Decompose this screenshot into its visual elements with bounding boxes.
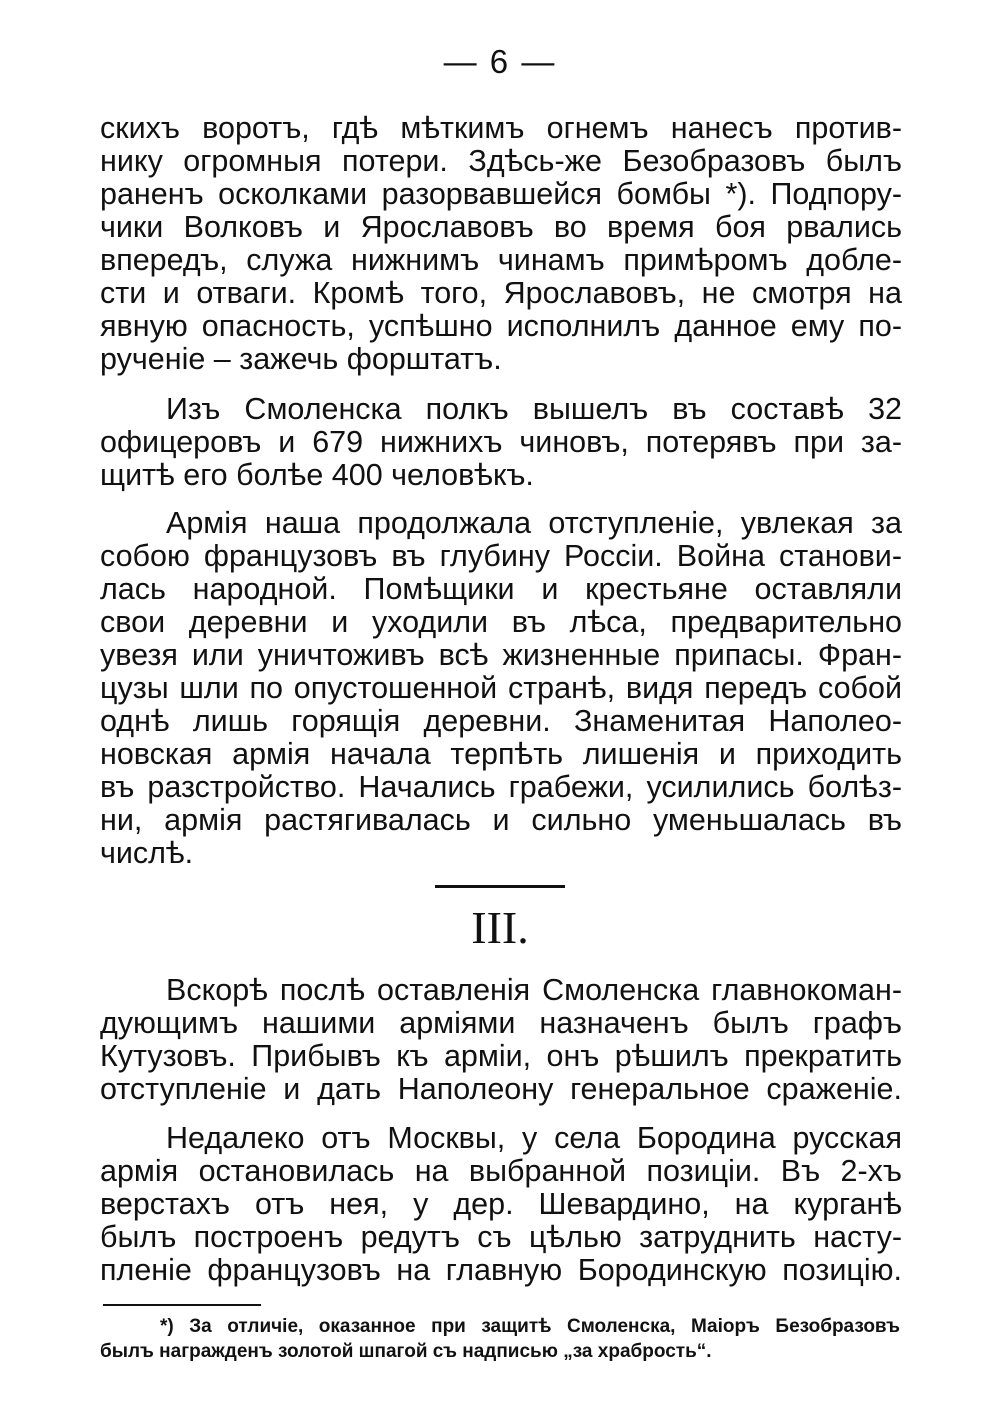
- text-line: пленіе французовъ на главную Бородинскую позицію.: [100, 1253, 902, 1287]
- text-line: увезя или уничтоживъ всѣ жизненные припасы. Фран-: [100, 638, 902, 672]
- text-line: Армія наша продолжала отступленіе, увлекая за: [166, 506, 902, 540]
- text-line: чики Волковъ и Ярославовъ во время боя рвались: [100, 210, 902, 244]
- text-line: собою французовъ въ глубину Россіи. Война станови-: [100, 539, 902, 573]
- footnote-divider: [103, 1304, 261, 1306]
- text-line: Вскорѣ послѣ оставленія Смоленска главнокоман-: [166, 973, 902, 1007]
- paragraph-5: [100, 1122, 902, 1287]
- text-line: верстахъ отъ нея, у дер. Шевардино, на курганѣ: [100, 1187, 902, 1221]
- text-line: свои деревни и уходили въ лѣса, предварительно: [100, 605, 902, 639]
- text-line: былъ построенъ редутъ съ цѣлью затруднить насту-: [100, 1220, 902, 1254]
- text-line: лась народной. Помѣщики и крестьяне оставляли: [100, 572, 902, 606]
- text-line: сти и отваги. Кромѣ того, Ярославовъ, не смотря на: [100, 276, 902, 310]
- paragraph-4: [100, 974, 902, 1106]
- section-divider: [435, 885, 565, 888]
- text-line: армія остановилась на выбранной позиціи. Въ 2-хъ: [100, 1154, 902, 1188]
- paragraph-2: [100, 393, 902, 492]
- text-line: цузы шли по опустошенной странѣ, видя передъ собой: [100, 671, 902, 705]
- footnote-line: *) За отличіе, оказанное при защитѣ Смоленска, Маіоръ Безобразовъ: [160, 1316, 900, 1337]
- text-line: скихъ воротъ, гдѣ мѣткимъ огнемъ нанесъ против-: [100, 111, 902, 145]
- text-line: Недалеко отъ Москвы, у села Бородина русская: [166, 1121, 902, 1155]
- text-line: въ разстройство. Начались грабежи, усилились болѣз-: [100, 770, 902, 804]
- text-line: офицеровъ и 679 нижнихъ чиновъ, потерявъ при за-: [100, 425, 902, 459]
- text-line: отступленіе и дать Наполеону генеральное сраженіе.: [100, 1072, 902, 1106]
- text-line: дующимъ нашими арміями назначенъ былъ графъ: [100, 1006, 902, 1040]
- text-line: числѣ.: [100, 836, 194, 870]
- text-line: впередъ, служа нижнимъ чинамъ примѣромъ добле-: [100, 243, 902, 277]
- text-line: однѣ лишь горящія деревни. Знаменитая Наполео-: [100, 704, 902, 738]
- text-line: ни, армія растягивалась и сильно уменьшалась въ: [100, 803, 902, 837]
- text-line: нику огромныя потери. Здѣсь-же Безобразовъ былъ: [100, 144, 902, 178]
- text-line: явную опасность, успѣшно исполнилъ данное ему по-: [100, 309, 902, 343]
- text-line: Изъ Смоленска полкъ вышелъ въ составѣ 32: [166, 392, 902, 426]
- text-line: рученіе – зажечь форштатъ.: [100, 342, 502, 376]
- paragraph-1: [100, 112, 902, 376]
- text-line: раненъ осколками разорвавшейся бомбы *). Подпору-: [100, 177, 902, 211]
- text-line: щитѣ его болѣе 400 человѣкъ.: [100, 458, 534, 492]
- footnote: [100, 1314, 900, 1364]
- text-line: Кутузовъ. Прибывъ къ арміи, онъ рѣшилъ прекратить: [100, 1039, 902, 1073]
- page-number: — 6 —: [443, 43, 557, 80]
- section-heading: III.: [471, 902, 529, 953]
- footnote-line: былъ награжденъ золотой шпагой съ надписью „за храбрость“.: [100, 1341, 712, 1362]
- text-line: новская армія начала терпѣть лишенія и приходить: [100, 737, 902, 771]
- paragraph-3: [100, 507, 902, 870]
